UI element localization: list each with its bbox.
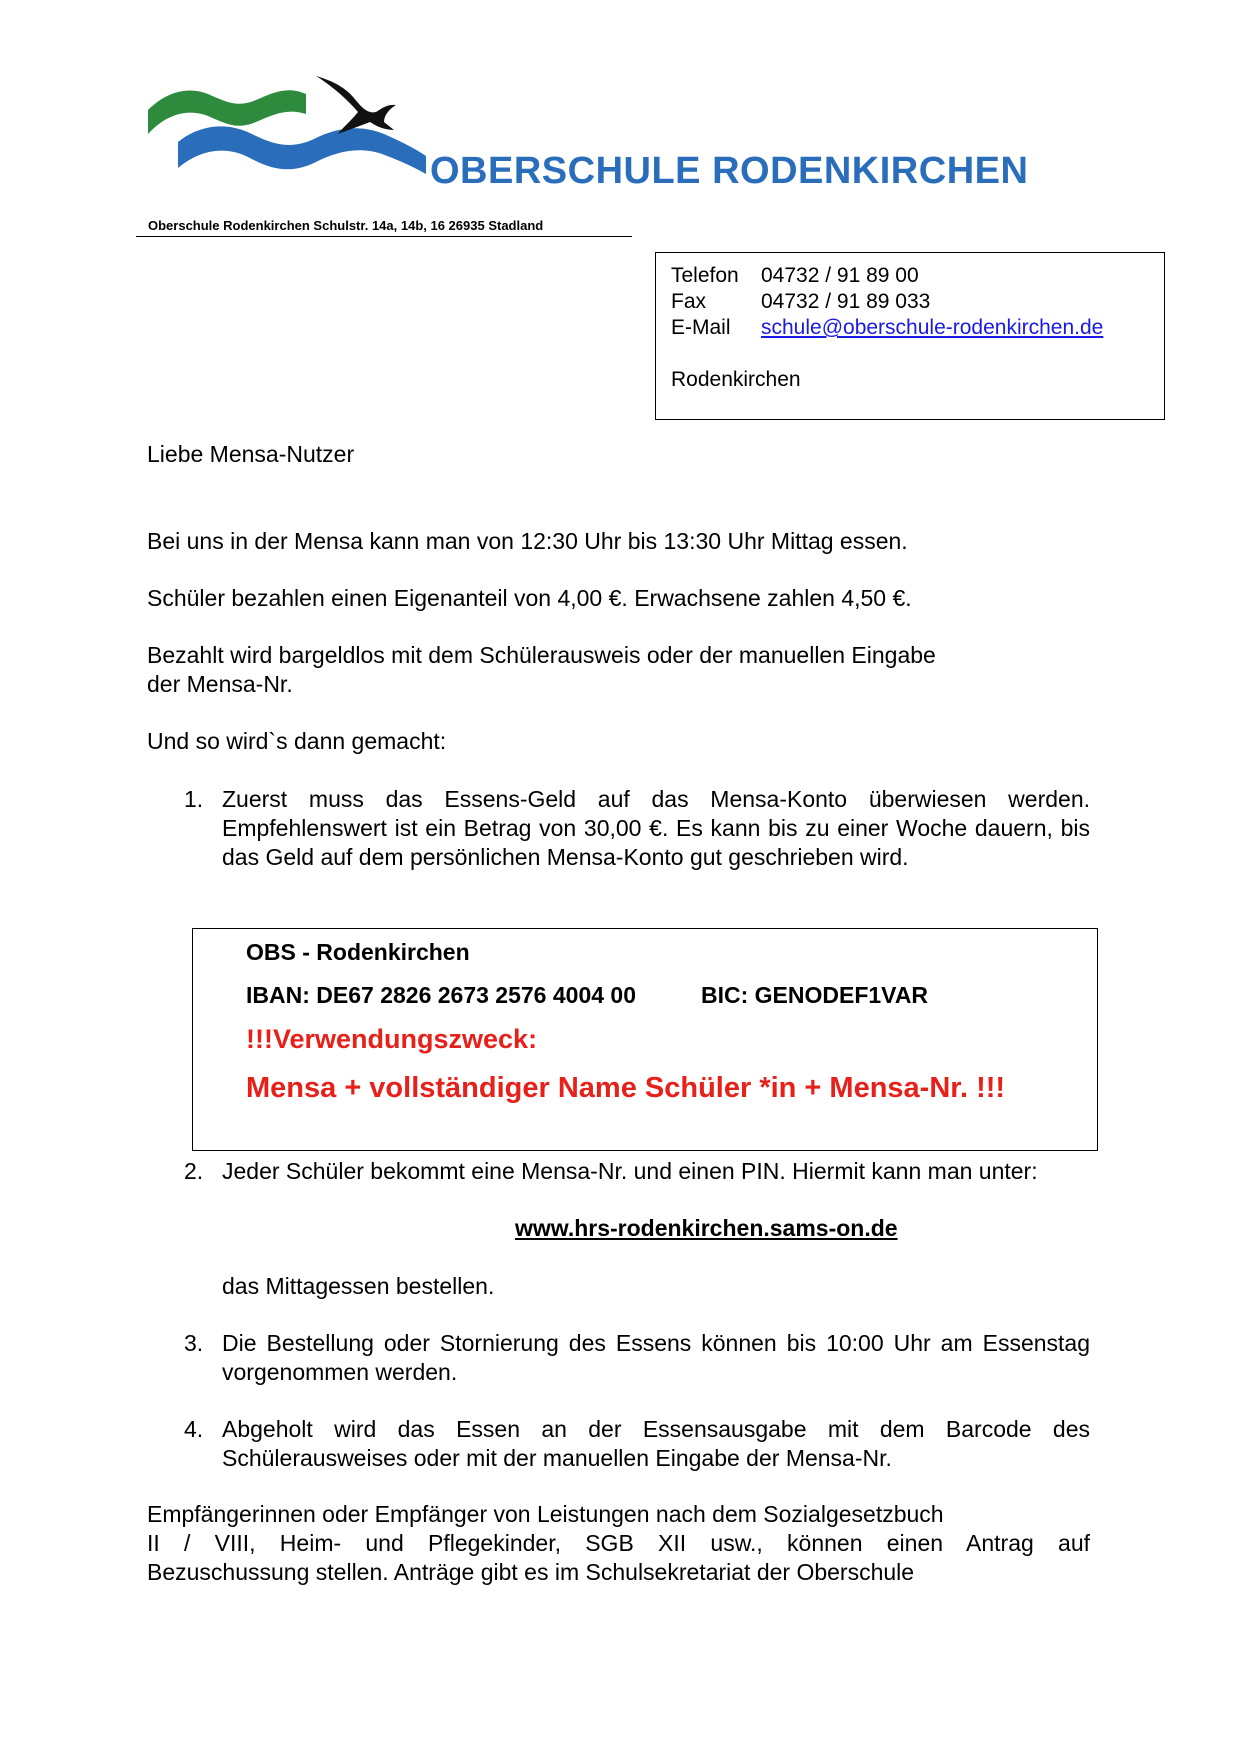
paragraph-prices: Schüler bezahlen einen Eigenanteil von 4,00 €. Erwachsene zahlen 4,50 €. xyxy=(147,585,912,611)
iban: IBAN: DE67 2826 2673 2576 4004 00 xyxy=(246,982,637,1008)
email-link[interactable]: schule@oberschule-rodenkirchen.de xyxy=(761,316,1104,339)
list-item-step-1 xyxy=(184,785,1090,872)
purpose-text: Mensa + vollständiger Name Schüler *in + Mensa-Nr. !!! xyxy=(246,1072,1006,1104)
paragraph-hours: Bei uns in der Mensa kann man von 12:30 Uhr bis 13:30 Uhr Mittag essen. xyxy=(147,528,908,554)
salutation: Liebe Mensa-Nutzer xyxy=(147,441,355,467)
contact-fax-row xyxy=(671,289,1164,315)
step-text: Abgeholt wird das Essen an der Essensausgabe mit dem Barcode des Schülerausweises oder mit der manuellen Eingabe der Mensa-Nr. xyxy=(222,1416,1090,1471)
school-name: OBERSCHULE RODENKIRCHEN xyxy=(430,150,1029,192)
list-item-step-3 xyxy=(184,1329,1090,1387)
paragraph-payment-line-2: der Mensa-Nr. xyxy=(147,671,293,697)
phone-value: 04732 / 91 89 00 xyxy=(761,264,919,287)
paragraph-subsidy xyxy=(147,1500,1090,1587)
paragraph-howto: Und so wird`s dann gemacht: xyxy=(147,728,447,754)
list-item-step-2 xyxy=(184,1157,1090,1186)
step-number: 1. xyxy=(184,786,204,812)
order-website-link[interactable]: www.hrs-rodenkirchen.sams-on.de xyxy=(515,1215,898,1241)
school-logo xyxy=(148,72,428,202)
step-number: 4. xyxy=(184,1416,204,1442)
step-text: Zuerst muss das Essens-Geld auf das Mensa-Konto überwiesen werden. Empfehlenswert ist ein Betrag von 30,00 €. Es kann bis zu einer Woche dauern, bis das Geld auf dem persönlichen Mensa-Konto gut geschrieben wird. xyxy=(222,786,1090,870)
contact-phone-row xyxy=(671,263,1164,289)
fax-label: Fax xyxy=(671,290,707,313)
bic: BIC: GENODEF1VAR xyxy=(701,982,929,1008)
step-number: 2. xyxy=(184,1158,204,1184)
paragraph-subsidy-line-2: II / VIII, Heim- und Pflegekinder, SGB XII usw., können einen Antrag auf xyxy=(147,1530,1090,1556)
phone-label: Telefon xyxy=(671,264,739,287)
step-number: 3. xyxy=(184,1330,204,1356)
paragraph-subsidy-line-3: Bezuschussung stellen. Anträge gibt es im Schulsekretariat der Oberschule xyxy=(147,1559,915,1585)
purpose-label: !!!Verwendungszweck: xyxy=(246,1024,538,1054)
sender-address-line: Oberschule Rodenkirchen Schulstr. 14a, 14b, 16 26935 Stadland xyxy=(136,218,632,237)
fax-value: 04732 / 91 89 033 xyxy=(761,290,931,313)
account-holder: OBS - Rodenkirchen xyxy=(246,939,470,965)
place-value: Rodenkirchen xyxy=(671,368,801,391)
bank-details-box xyxy=(192,928,1098,1151)
contact-place-row xyxy=(671,367,1164,393)
logo-blue-wave xyxy=(178,126,426,174)
order-text: das Mittagessen bestellen. xyxy=(222,1273,495,1299)
paragraph-subsidy-line-1: Empfängerinnen oder Empfänger von Leistungen nach dem Sozialgesetzbuch xyxy=(147,1501,944,1527)
paragraph-payment-line-1: Bezahlt wird bargeldlos mit dem Schülerausweis oder der manuellen Eingabe xyxy=(147,642,936,668)
contact-email-row xyxy=(671,315,1164,341)
logo-bird xyxy=(316,76,396,134)
step-text: Die Bestellung oder Stornierung des Essens können bis 10:00 Uhr am Essenstag vorgenommen werden. xyxy=(222,1330,1090,1385)
list-item-step-4 xyxy=(184,1415,1090,1473)
step-text: Jeder Schüler bekommt eine Mensa-Nr. und einen PIN. Hiermit kann man unter: xyxy=(222,1158,1038,1184)
paragraph-payment xyxy=(147,641,936,699)
email-label: E-Mail xyxy=(671,316,731,339)
contact-box xyxy=(655,252,1165,420)
